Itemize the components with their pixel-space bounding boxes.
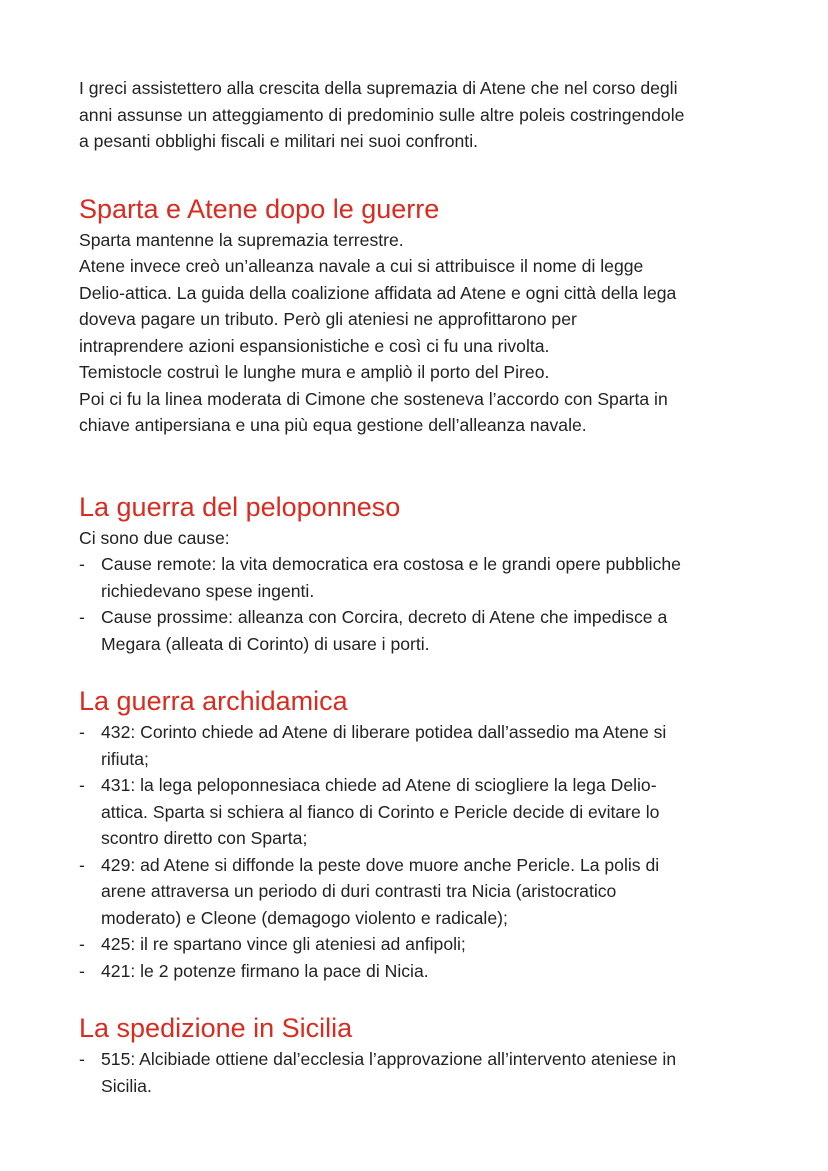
guerra-peloponneso-intro: Ci sono due cause:: [79, 527, 230, 548]
archidamica-list: [79, 719, 759, 984]
list-item: - 432: Corinto chiede ad Atene di liberare potidea dall’assedio ma Atene si rifiuta;: [79, 719, 759, 772]
list-item: - Cause prossime: alleanza con Corcira, decreto di Atene che impedisce a Megara (alleata di Corinto) di usare i porti.: [79, 604, 759, 657]
list-item: - 425: il re spartano vince gli ateniesi ad anfipoli;: [79, 931, 759, 958]
list-item: - 429: ad Atene si diffonde la peste dove muore anche Pericle. La polis di arene attraversa un periodo di duri contrasti tra Nicia (aristocratico moderato) e Cleone (demagogo violento e radicale);: [79, 852, 759, 932]
list-item: - Cause remote: la vita democratica era costosa e le grandi opere pubbliche richiedevano spese ingenti.: [79, 551, 759, 604]
list-item: - 515: Alcibiade ottiene dal’ecclesia l’approvazione all’intervento ateniese in Sicilia.: [79, 1046, 759, 1099]
cause-list: [79, 551, 759, 657]
sparta-atene-paragraph: Sparta mantenne la supremazia terrestre. Atene invece creò un’alleanza navale a cui si attribuisce il nome di legge Delio-attica. La guida della coalizione affidata ad Atene e ogni città della lega doveva pagare un tributo. Però gli ateniesi ne approfittarono per intraprendere azioni espansionistiche e così ci fu una rivolta. Temistocle costruì le lunghe mura e ampliò il porto del Pireo. Poi ci fu la linea moderata di Cimone che sosteneva l’accordo con Sparta in chiave antipersiana e una più equa gestione dell’alleanza navale.: [79, 229, 677, 435]
heading-spedizione-sicilia: La spedizione in Sicilia: [79, 1013, 353, 1043]
heading-sparta-atene: Sparta e Atene dopo le guerre: [79, 193, 440, 224]
heading-guerra-archidamica: La guerra archidamica: [79, 686, 348, 716]
list-item: - 421: le 2 potenze firmano la pace di Nicia.: [79, 958, 759, 985]
intro-paragraph: I greci assistettero alla crescita della supremazia di Atene che nel corso degli anni assunse un atteggiamento di predominio sulle altre poleis costringendole a pesanti obblighi fiscali e militari nei suoi confronti.: [79, 78, 685, 151]
document-page: [79, 75, 759, 1099]
list-item: - 431: la lega peloponnesiaca chiede ad Atene di sciogliere la lega Delio- attica. Sparta si schiera al fianco di Corinto e Pericle decide di evitare lo scontro diretto con Sparta;: [79, 772, 759, 852]
sicilia-list: [79, 1046, 759, 1099]
heading-guerra-peloponneso: La guerra del peloponneso: [79, 491, 401, 522]
